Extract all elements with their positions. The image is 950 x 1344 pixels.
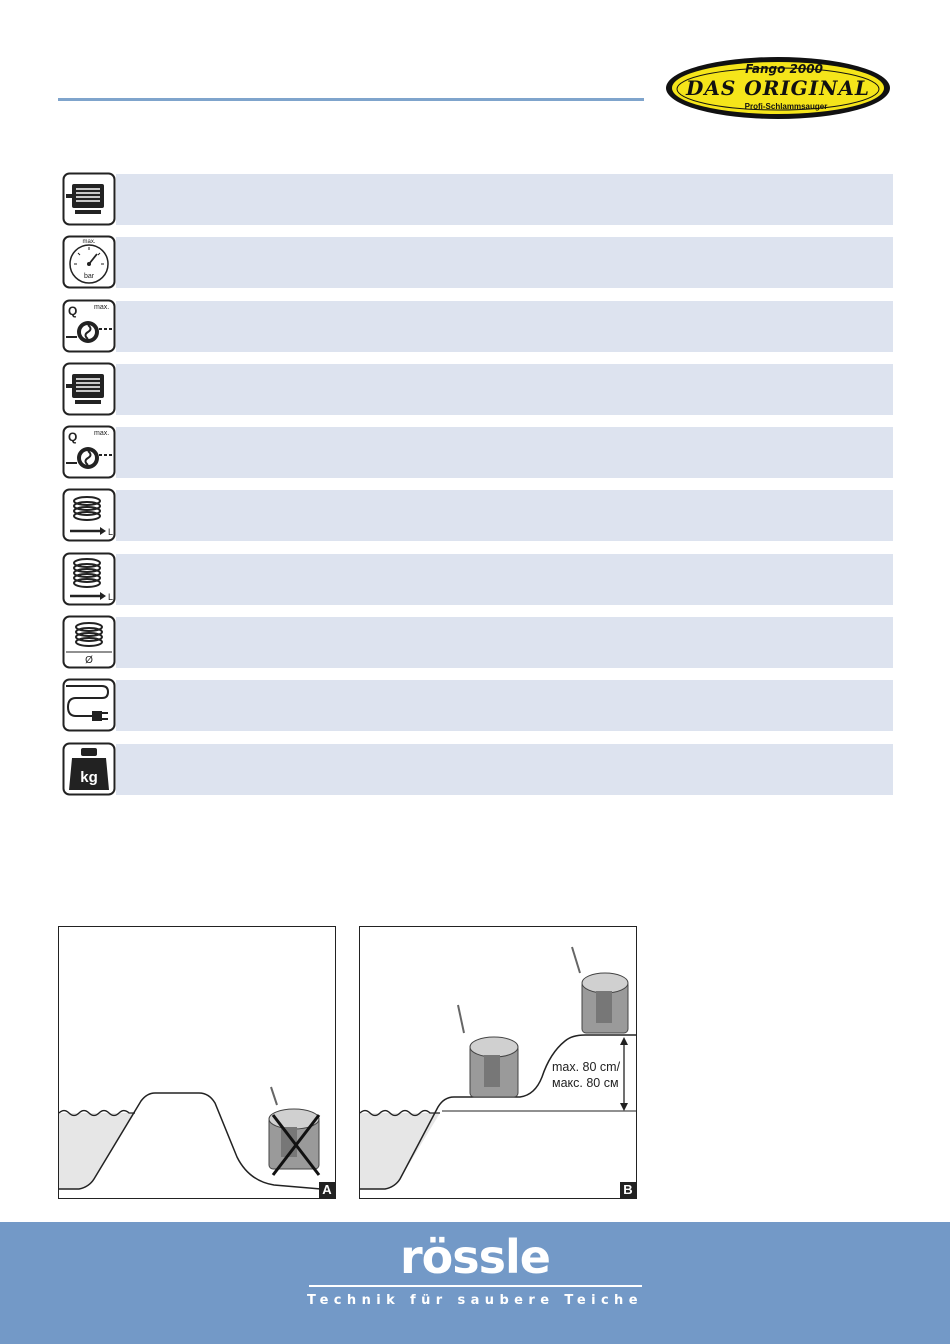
sludge-vacuum-device <box>269 1087 319 1169</box>
spec-row-motor-power <box>60 172 893 224</box>
diagram-a-badge: A <box>319 1182 335 1198</box>
motor-power-icon <box>62 172 116 226</box>
svg-text:Ø: Ø <box>85 655 93 667</box>
power-cable-icon <box>62 678 116 732</box>
spec-value-band <box>116 680 893 731</box>
svg-text:L: L <box>108 591 114 602</box>
footer-banner <box>0 1222 950 1344</box>
spec-value-band <box>116 744 893 795</box>
spec-row-hose-length <box>60 488 893 540</box>
brand-tagline: Technik für saubere Teiche <box>307 1293 643 1308</box>
svg-text:max.: max. <box>94 430 110 438</box>
header-rule <box>58 98 644 101</box>
brand-wordmark: rössle <box>399 1230 550 1284</box>
pressure-gauge-icon <box>62 235 116 289</box>
hose-length-icon <box>62 552 116 606</box>
svg-text:L: L <box>108 527 114 538</box>
installation-diagram-b <box>359 926 637 1199</box>
max-flow-pump-icon <box>62 425 116 479</box>
diagram-b-badge: B <box>620 1182 636 1198</box>
max-flow-pump-icon <box>62 299 116 353</box>
motor-power-icon <box>62 362 116 416</box>
spec-row-hose-length-2 <box>60 552 893 604</box>
spec-list <box>60 172 893 805</box>
spec-row-max-flow <box>60 299 893 351</box>
logo-line3: Profi-Schlammsauger <box>744 102 828 111</box>
spec-value-band <box>116 490 893 541</box>
spec-value-band <box>116 617 893 668</box>
spec-value-band <box>116 237 893 288</box>
sludge-vacuum-device-lower <box>458 1005 518 1097</box>
svg-text:Q: Q <box>68 430 78 445</box>
spec-row-power-cable <box>60 678 893 730</box>
svg-text:kg: kg <box>80 768 98 786</box>
svg-text:max.: max. <box>82 239 96 246</box>
weight-icon <box>62 742 116 796</box>
spec-value-band <box>116 174 893 225</box>
installation-diagram-a <box>58 926 336 1199</box>
svg-text:max.: max. <box>94 303 110 311</box>
spec-row-weight <box>60 742 893 794</box>
max-height-label-de: max. 80 cm/ <box>552 1060 621 1074</box>
spec-value-band <box>116 554 893 605</box>
spec-row-motor-power-2 <box>60 362 893 414</box>
spec-value-band <box>116 427 893 478</box>
max-height-label <box>552 1059 620 1091</box>
spec-value-band <box>116 364 893 415</box>
logo-line2: DAS ORIGINAL <box>686 76 870 100</box>
svg-text:Q: Q <box>68 303 78 318</box>
fango-logo <box>664 55 892 121</box>
sludge-vacuum-device-upper <box>572 947 628 1033</box>
spec-value-band <box>116 301 893 352</box>
svg-text:bar: bar <box>83 273 95 281</box>
brand-divider <box>309 1285 642 1287</box>
max-height-label-ru: макс. 80 см <box>552 1076 619 1090</box>
spec-row-max-flow-2 <box>60 425 893 477</box>
hose-diameter-icon <box>62 615 116 669</box>
spec-row-hose-diameter <box>60 615 893 667</box>
logo-line1: Fango 2000 <box>745 62 823 76</box>
hose-length-icon <box>62 488 116 542</box>
spec-row-pressure <box>60 235 893 287</box>
